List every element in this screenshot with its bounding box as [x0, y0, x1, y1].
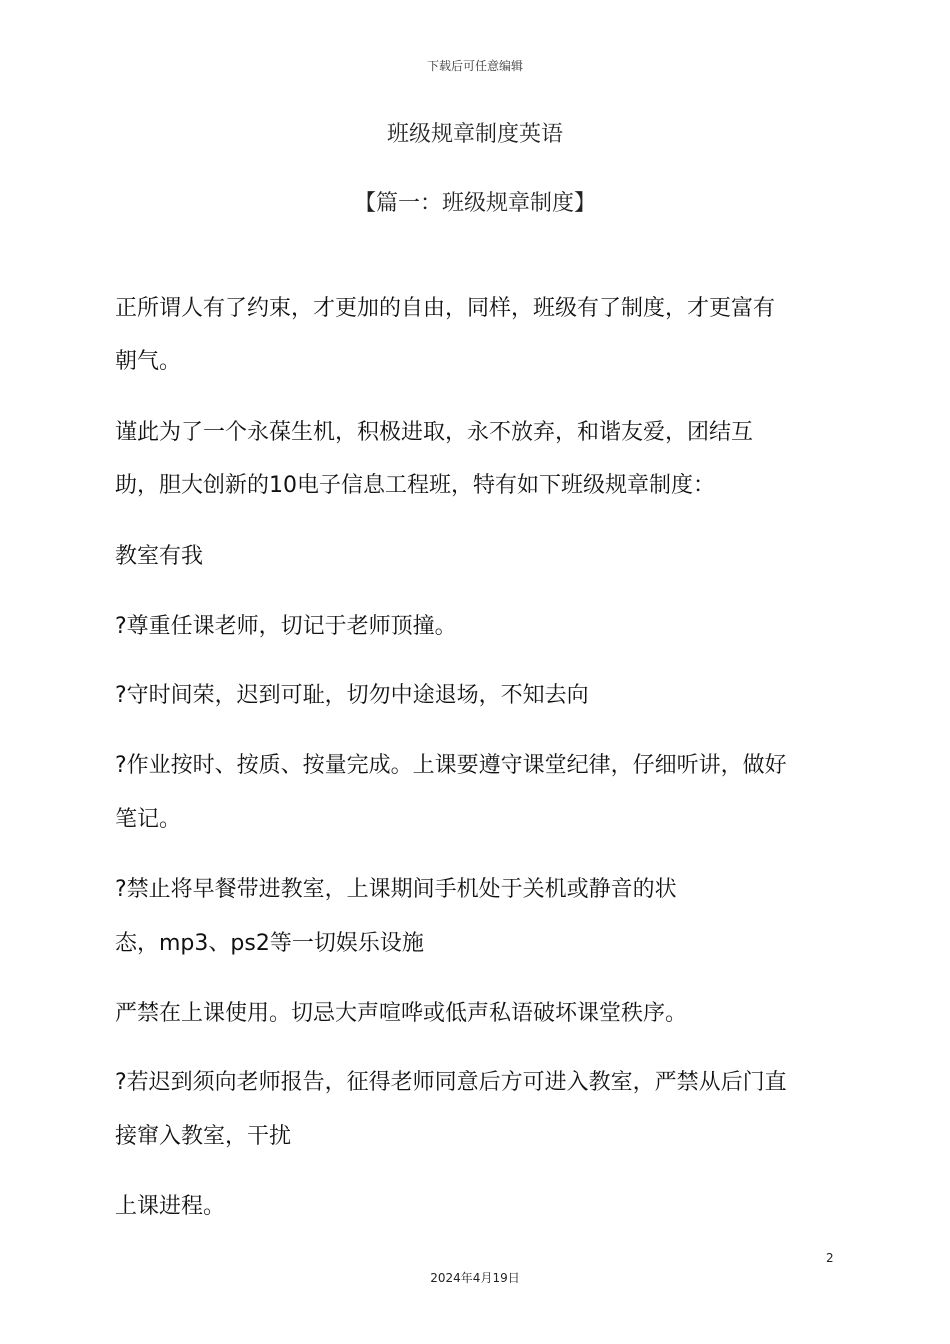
rule-item-continuation: 态，mp3、ps2等一切娱乐设施	[115, 931, 424, 956]
rule-item-continuation: 严禁在上课使用。切忌大声喧哗或低声私语破坏课堂秩序。	[115, 1001, 688, 1026]
footer-date: 2024年4月19日	[430, 1271, 520, 1285]
rule-item-continuation: 笔记。	[115, 807, 182, 832]
rule-item: ?守时间荣，迟到可耻，切勿中途退场，不知去向	[115, 683, 589, 708]
section-heading: 【篇一：班级规章制度】	[353, 191, 596, 216]
paragraph-line: 助，胆大创新的10电子信息工程班，特有如下班级规章制度：	[115, 473, 715, 498]
rule-item: ?作业按时、按质、按量完成。上课要遵守课堂纪律，仔细听讲，做好	[115, 753, 787, 778]
rule-item-continuation: 接窜入教室，干扰	[115, 1124, 292, 1149]
rule-item-continuation: 上课进程。	[115, 1194, 226, 1219]
document-title: 班级规章制度英语	[386, 122, 563, 147]
paragraph-line: 正所谓人有了约束，才更加的自由，同样，班级有了制度，才更富有	[115, 296, 776, 321]
paragraph-line: 朝气。	[115, 349, 182, 374]
rule-item: ?禁止将早餐带进教室，上课期间手机处于关机或静音的状	[115, 877, 677, 902]
section-label: 教室有我	[115, 544, 204, 569]
rule-item: ?若迟到须向老师报告，征得老师同意后方可进入教室，严禁从后门直	[115, 1070, 787, 1095]
page-number: 2	[826, 1251, 834, 1265]
header-note: 下载后可任意编辑	[426, 59, 523, 73]
rule-item: ?尊重任课老师，切记于老师顶撞。	[115, 614, 457, 639]
paragraph-line: 谨此为了一个永葆生机，积极进取，永不放弃，和谐友爱，团结互	[115, 420, 754, 445]
